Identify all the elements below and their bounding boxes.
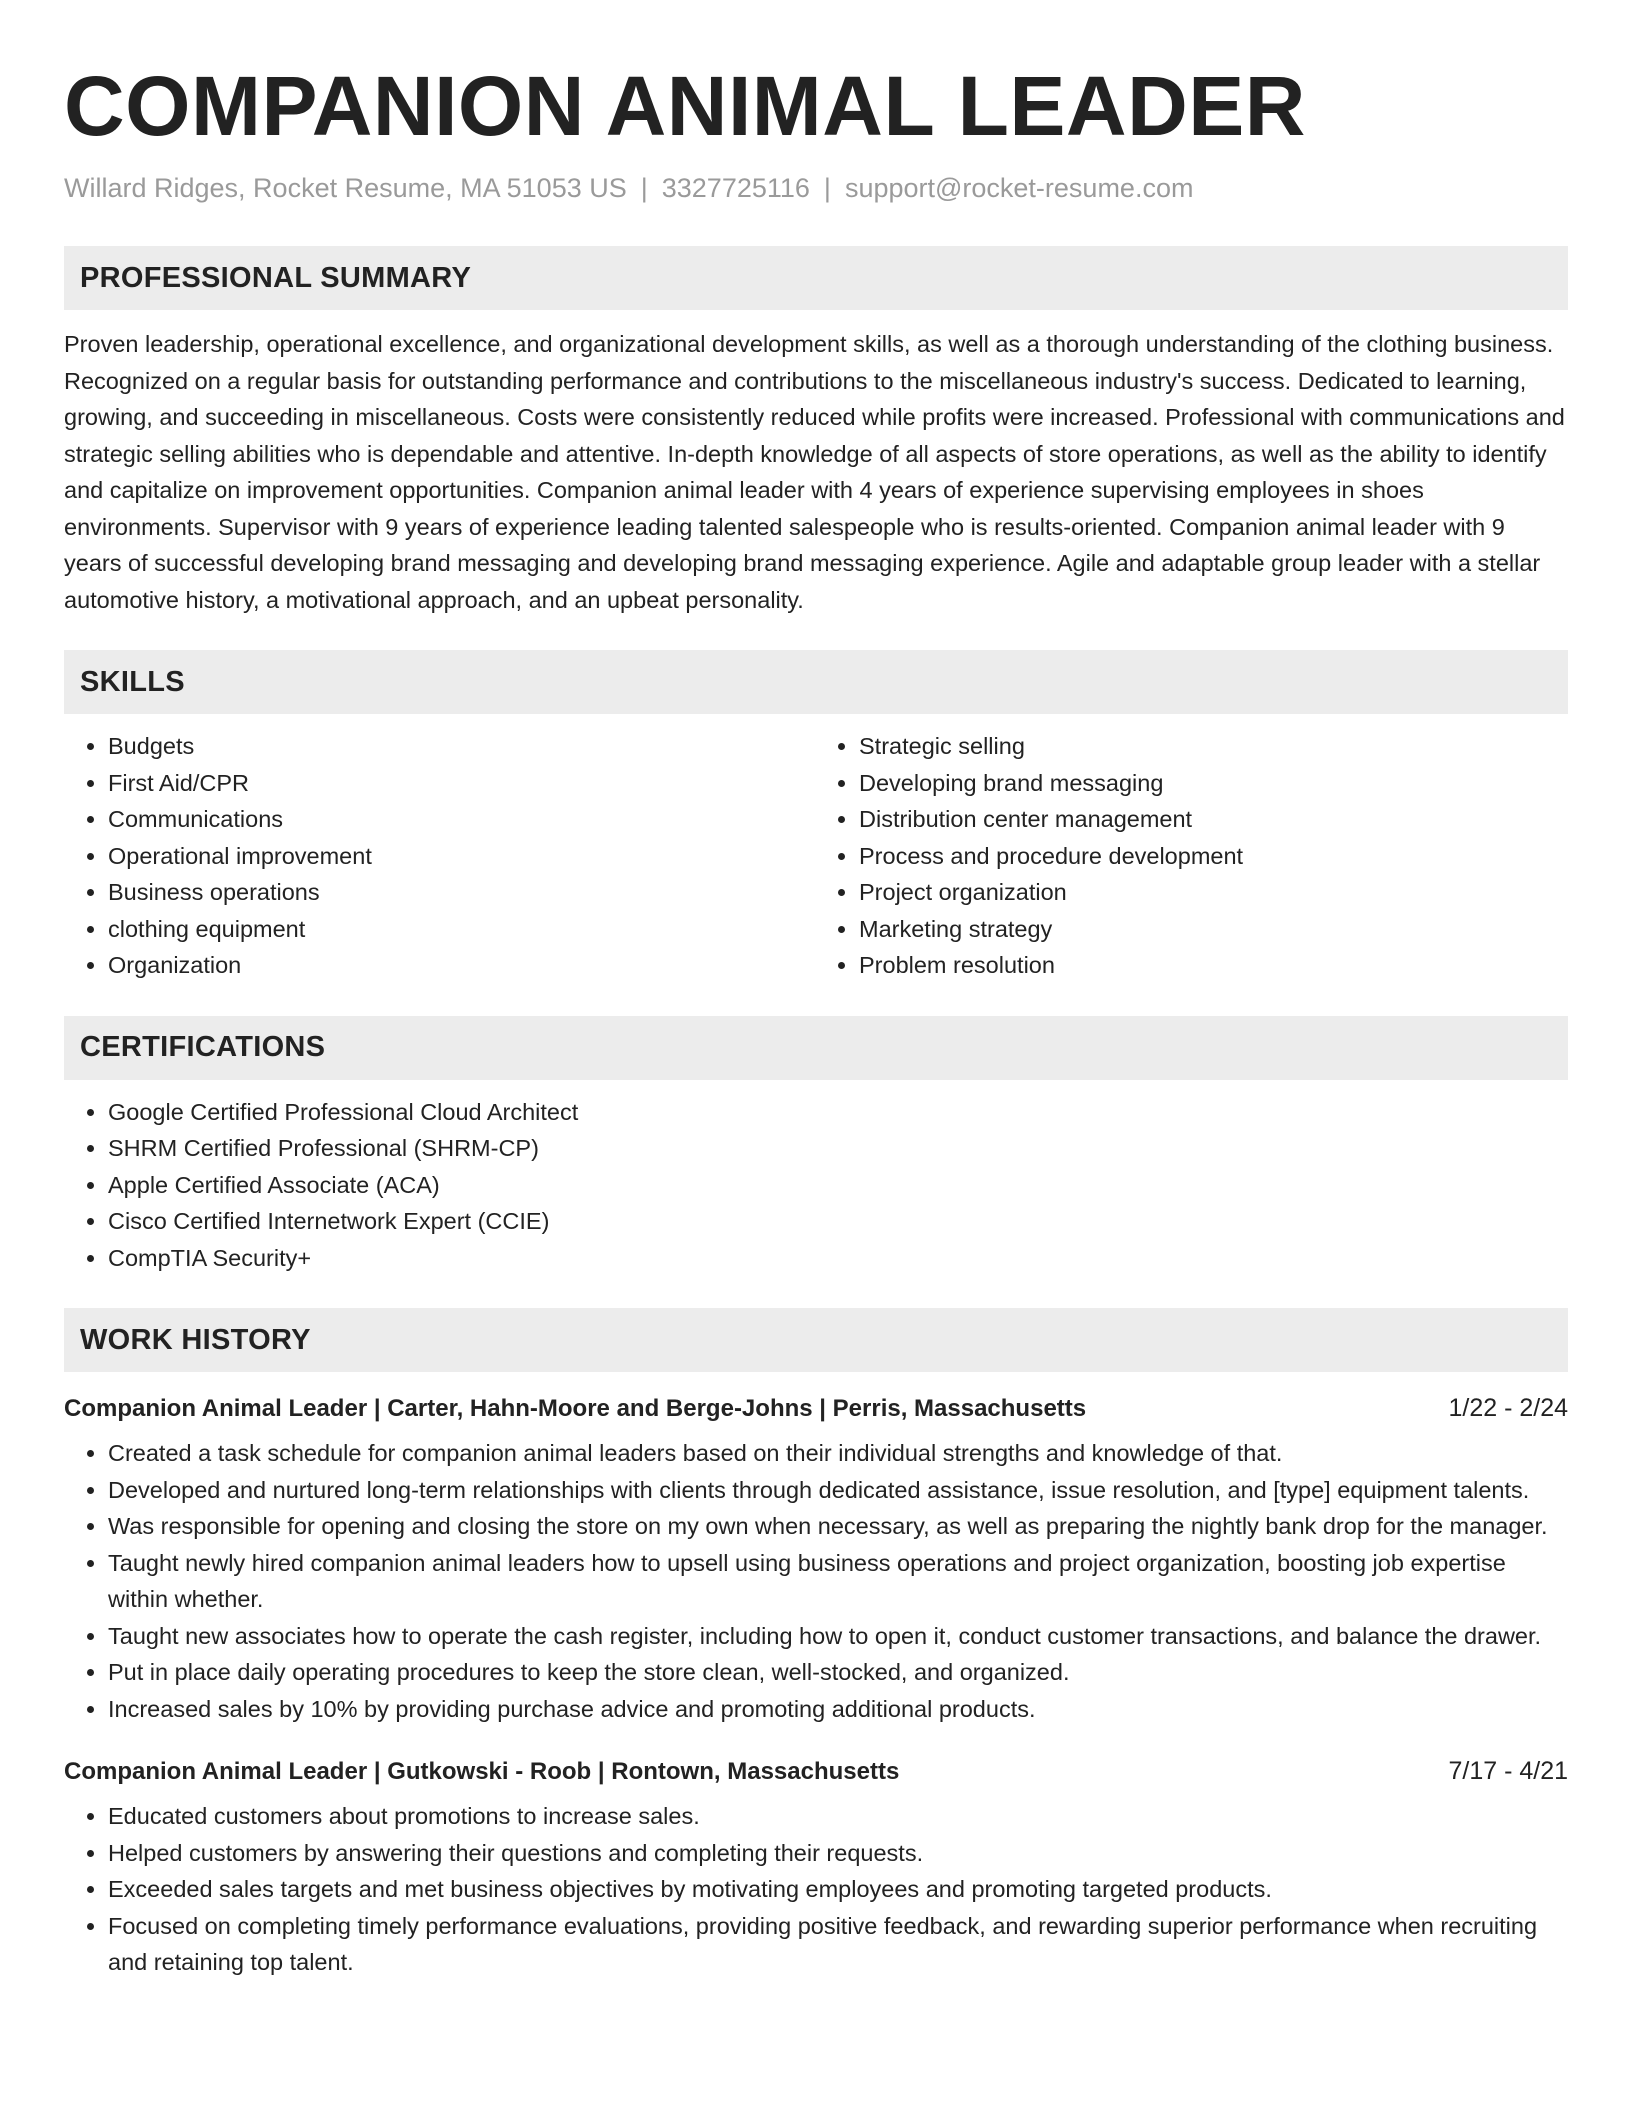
job-header xyxy=(64,1394,1568,1423)
job-bullet: • Created a task schedule for companion animal leaders based on their individual strengths and knowledge of that. xyxy=(108,1435,1568,1472)
summary-section-header xyxy=(64,246,1568,310)
summary-text: Proven leadership, operational excellence, and organizational development skills, as well as a thorough understanding of the clothing business. Recognized on a regular basis for outstanding performance and contributions to the miscellaneous industry's success. Dedicated to learning, growing, and succeeding in miscellaneous. Costs were consistently reduced while profits were increased. Professional with communications and strategic selling abilities who is dependable and attentive. In-depth knowledge of all aspects of store operations, as well as the ability to identify and capitalize on improvement opportunities. Companion animal leader with 4 years of experience supervising employees in shoes environments. Supervisor with 9 years of experience leading talented salespeople who is results-oriented. Companion animal leader with 9 years of successful developing brand messaging and developing brand messaging experience. Agile and adaptable group leader with a stellar automotive history, a motivational approach, and an upbeat personality. xyxy=(64,331,1565,613)
certification-item: • Cisco Certified Internetwork Expert (CCIE) xyxy=(108,1203,1568,1240)
skill-item: • clothing equipment xyxy=(108,911,817,948)
job-bullet: • Developed and nurtured long-term relationships with clients through dedicated assistance, issue resolution, and [type] equipment talents. xyxy=(108,1472,1568,1509)
skills-list-left xyxy=(64,728,817,984)
job-dates: 1/22 - 2/24 xyxy=(1448,1394,1568,1423)
job-bullet: • Helped customers by answering their questions and completing their requests. xyxy=(108,1835,1568,1872)
contact-separator: | xyxy=(640,173,648,203)
job-bullet: • Increased sales by 10% by providing purchase advice and promoting additional products. xyxy=(108,1691,1568,1728)
contact-email: support@rocket-resume.com xyxy=(844,173,1194,203)
skill-item: • Organization xyxy=(108,947,817,984)
resume-name: COMPANION ANIMAL LEADER xyxy=(64,59,1306,153)
job-bullet: • Was responsible for opening and closing the store on my own when necessary, as well as preparing the nightly bank drop for the manager. xyxy=(108,1508,1568,1545)
contact-phone: 3327725116 xyxy=(661,173,810,203)
skills-section-header xyxy=(64,650,1568,714)
certification-item: • Google Certified Professional Cloud Architect xyxy=(108,1094,1568,1131)
skill-item: • Budgets xyxy=(108,728,817,765)
summary-heading: PROFESSIONAL SUMMARY xyxy=(80,261,472,294)
contact-line xyxy=(64,172,1568,204)
job-bullets xyxy=(64,1798,1568,1981)
skill-item: • Distribution center management xyxy=(859,801,1568,838)
job-entry xyxy=(64,1394,1568,1727)
job-bullet: • Focused on completing timely performance evaluations, providing positive feedback, and rewarding superior performance when recruiting and retaining top talent. xyxy=(108,1908,1568,1981)
skill-item: • Business operations xyxy=(108,874,817,911)
job-bullet: • Taught newly hired companion animal leaders how to upsell using business operations and project organization, boosting job expertise within whether. xyxy=(108,1545,1568,1618)
contact-address: Willard Ridges, Rocket Resume, MA 51053 US xyxy=(64,173,627,203)
job-header xyxy=(64,1757,1568,1786)
skill-item: • Problem resolution xyxy=(859,947,1568,984)
work-history-section-header xyxy=(64,1308,1568,1372)
skill-item: • First Aid/CPR xyxy=(108,765,817,802)
job-bullet: • Taught new associates how to operate the cash register, including how to open it, conduct customer transactions, and balance the drawer. xyxy=(108,1618,1568,1655)
skill-item: • Communications xyxy=(108,801,817,838)
skill-item: • Operational improvement xyxy=(108,838,817,875)
job-bullet: • Put in place daily operating procedures to keep the store clean, well-stocked, and organized. xyxy=(108,1654,1568,1691)
certifications-list xyxy=(64,1094,1568,1277)
job-bullet: • Educated customers about promotions to increase sales. xyxy=(108,1798,1568,1835)
certification-item: • CompTIA Security+ xyxy=(108,1240,1568,1277)
skill-item: • Strategic selling xyxy=(859,728,1568,765)
contact-separator: | xyxy=(823,173,831,203)
skill-item: • Marketing strategy xyxy=(859,911,1568,948)
certification-item: • SHRM Certified Professional (SHRM-CP) xyxy=(108,1130,1568,1167)
skill-item: • Process and procedure development xyxy=(859,838,1568,875)
job-dates: 7/17 - 4/21 xyxy=(1448,1757,1568,1786)
certifications-section-header xyxy=(64,1016,1568,1080)
job-bullets xyxy=(64,1435,1568,1727)
skill-item: • Developing brand messaging xyxy=(859,765,1568,802)
certification-item: • Apple Certified Associate (ACA) xyxy=(108,1167,1568,1204)
skills-heading: SKILLS xyxy=(80,665,185,698)
job-title: Companion Animal Leader | Gutkowski - Roob | Rontown, Massachusetts xyxy=(64,1758,900,1786)
skill-item: • Project organization xyxy=(859,874,1568,911)
job-title: Companion Animal Leader | Carter, Hahn-Moore and Berge-Johns | Perris, Massachusetts xyxy=(64,1395,1087,1423)
job-bullet: • Exceeded sales targets and met business objectives by motivating employees and promoting targeted products. xyxy=(108,1871,1568,1908)
work-history-heading: WORK HISTORY xyxy=(80,1323,311,1356)
job-entry xyxy=(64,1757,1568,1981)
skills-list-right xyxy=(817,728,1568,984)
skills-grid xyxy=(64,714,1568,984)
certifications-heading: CERTIFICATIONS xyxy=(80,1031,326,1064)
